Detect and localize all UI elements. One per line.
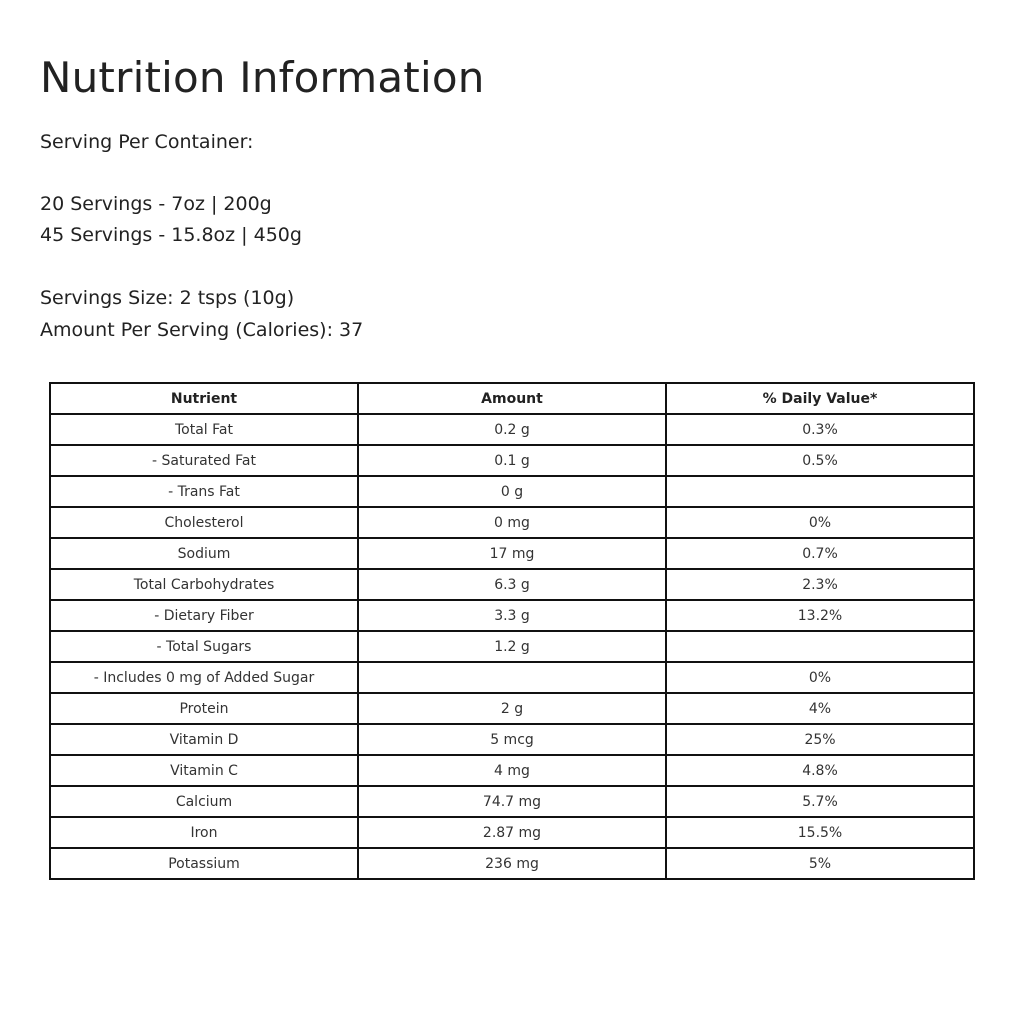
nutrient-cell: Iron [50, 817, 358, 848]
daily-value-cell: 0.3% [666, 414, 974, 445]
header-nutrient: Nutrient [50, 383, 358, 414]
table-row [50, 817, 974, 848]
daily-value-cell: 2.3% [666, 569, 974, 600]
nutrient-cell: Vitamin C [50, 755, 358, 786]
daily-value-cell: 13.2% [666, 600, 974, 631]
table-row [50, 600, 974, 631]
daily-value-cell: 5% [666, 848, 974, 879]
table-row [50, 724, 974, 755]
calories-per-serving: Amount Per Serving (Calories): 37 [40, 319, 364, 341]
amount-cell: 0 mg [358, 507, 666, 538]
serving-per-container-label: Serving Per Container: [40, 131, 254, 153]
table-row [50, 693, 974, 724]
table-row [50, 848, 974, 879]
page-title: Nutrition Information [40, 53, 485, 102]
table-row [50, 538, 974, 569]
nutrient-cell: - Dietary Fiber [50, 600, 358, 631]
header-daily-value: % Daily Value* [666, 383, 974, 414]
daily-value-cell: 0% [666, 507, 974, 538]
serving-option-small: 20 Servings - 7oz | 200g [40, 193, 272, 215]
amount-cell: 2 g [358, 693, 666, 724]
daily-value-cell: 4.8% [666, 755, 974, 786]
nutrient-cell: Total Fat [50, 414, 358, 445]
daily-value-cell: 4% [666, 693, 974, 724]
nutrient-cell: Cholesterol [50, 507, 358, 538]
daily-value-cell [666, 476, 974, 507]
amount-cell: 4 mg [358, 755, 666, 786]
table-row [50, 445, 974, 476]
nutrient-cell: Vitamin D [50, 724, 358, 755]
serving-option-large: 45 Servings - 15.8oz | 450g [40, 224, 302, 246]
amount-cell: 5 mcg [358, 724, 666, 755]
table-row [50, 786, 974, 817]
amount-cell: 0 g [358, 476, 666, 507]
nutrient-cell: Protein [50, 693, 358, 724]
table-row [50, 414, 974, 445]
nutrient-cell: - Trans Fat [50, 476, 358, 507]
amount-cell: 2.87 mg [358, 817, 666, 848]
daily-value-cell [666, 631, 974, 662]
amount-cell: 0.1 g [358, 445, 666, 476]
nutrient-cell: - Total Sugars [50, 631, 358, 662]
nutrient-cell: Potassium [50, 848, 358, 879]
amount-cell: 17 mg [358, 538, 666, 569]
daily-value-cell: 0.7% [666, 538, 974, 569]
amount-cell [358, 662, 666, 693]
amount-cell: 6.3 g [358, 569, 666, 600]
amount-cell: 1.2 g [358, 631, 666, 662]
table-row [50, 569, 974, 600]
amount-cell: 0.2 g [358, 414, 666, 445]
table-header-row [50, 383, 974, 414]
table-row [50, 476, 974, 507]
table-row [50, 507, 974, 538]
nutrition-table [49, 382, 975, 880]
amount-cell: 236 mg [358, 848, 666, 879]
nutrient-cell: Calcium [50, 786, 358, 817]
nutrient-cell: Total Carbohydrates [50, 569, 358, 600]
amount-cell: 74.7 mg [358, 786, 666, 817]
table-body [50, 414, 974, 879]
daily-value-cell: 25% [666, 724, 974, 755]
daily-value-cell: 15.5% [666, 817, 974, 848]
table-row [50, 631, 974, 662]
nutrient-cell: Sodium [50, 538, 358, 569]
table-row [50, 662, 974, 693]
table-row [50, 755, 974, 786]
daily-value-cell: 0.5% [666, 445, 974, 476]
daily-value-cell: 0% [666, 662, 974, 693]
daily-value-cell: 5.7% [666, 786, 974, 817]
serving-size: Servings Size: 2 tsps (10g) [40, 287, 295, 309]
nutrient-cell: - Includes 0 mg of Added Sugar [50, 662, 358, 693]
nutrient-cell: - Saturated Fat [50, 445, 358, 476]
header-amount: Amount [358, 383, 666, 414]
amount-cell: 3.3 g [358, 600, 666, 631]
